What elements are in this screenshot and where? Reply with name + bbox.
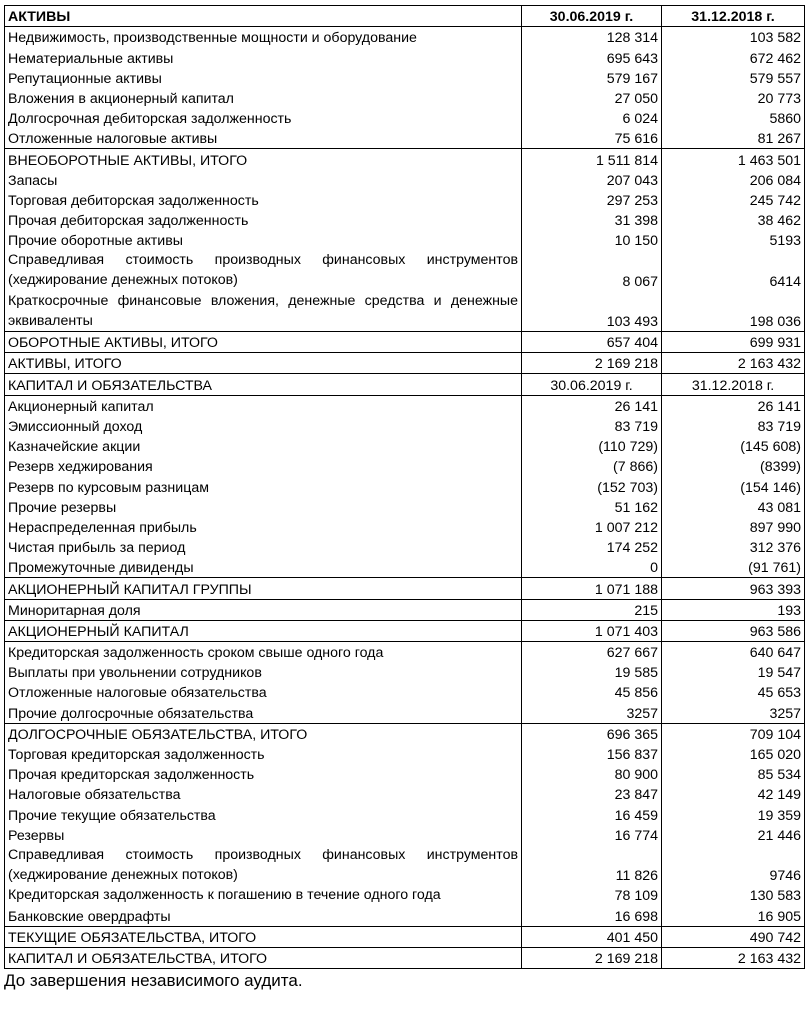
row-label: Прочие текущие обязательства (5, 804, 522, 824)
table-row (5, 682, 805, 702)
table-row (5, 170, 805, 190)
total-row (5, 332, 805, 353)
value-2019-06-30: (7 866) (522, 456, 662, 476)
table-row (5, 885, 805, 905)
value-2018-12-31: 206 084 (662, 170, 805, 190)
balance-sheet-table (4, 5, 805, 969)
value-2018-12-31: 699 931 (662, 332, 805, 353)
table-row (5, 662, 805, 682)
total-row (5, 926, 805, 947)
value-2019-06-30: 75 616 (522, 128, 662, 149)
table-row (5, 456, 805, 476)
table-row (5, 210, 805, 230)
row-label: Миноритарная доля (5, 599, 522, 620)
section-header-row (5, 6, 805, 27)
value-2018-12-31: 83 719 (662, 416, 805, 436)
table-row (5, 517, 805, 537)
row-label: Кредиторская задолженность сроком свыше одного года (5, 641, 522, 662)
row-label: КАПИТАЛ И ОБЯЗАТЕЛЬСТВА (5, 374, 522, 395)
value-2018-12-31: 6414 (662, 250, 805, 290)
value-2018-12-31: 19 547 (662, 662, 805, 682)
value-2019-06-30: 78 109 (522, 885, 662, 905)
table-row (5, 436, 805, 456)
row-label: Промежуточные дивиденды (5, 557, 522, 578)
row-label: Прочие резервы (5, 497, 522, 517)
value-2019-06-30: 128 314 (522, 27, 662, 48)
row-label: Торговая кредиторская задолженность (5, 744, 522, 764)
table-row (5, 784, 805, 804)
table-row (5, 905, 805, 926)
row-label: Долгосрочная дебиторская задолженность (5, 108, 522, 128)
value-2019-06-30: 51 162 (522, 497, 662, 517)
value-2019-06-30: 297 253 (522, 190, 662, 210)
table-row (5, 88, 805, 108)
row-label: Прочая кредиторская задолженность (5, 764, 522, 784)
value-2018-12-31: (91 761) (662, 557, 805, 578)
row-label: Прочие долгосрочные обязательства (5, 702, 522, 723)
value-2018-12-31: 21 446 (662, 825, 805, 845)
value-2019-06-30: 1 071 403 (522, 620, 662, 641)
value-2018-12-31: 198 036 (662, 291, 805, 332)
value-2019-06-30: 6 024 (522, 108, 662, 128)
table-row (5, 764, 805, 784)
section-header-row (5, 374, 805, 395)
value-2019-06-30: 16 774 (522, 825, 662, 845)
value-2018-12-31: 31.12.2018 г. (662, 374, 805, 395)
row-label: ТЕКУЩИЕ ОБЯЗАТЕЛЬСТВА, ИТОГО (5, 926, 522, 947)
row-label: Репутационные активы (5, 68, 522, 88)
value-2018-12-31: 709 104 (662, 723, 805, 744)
total-row (5, 149, 805, 170)
row-label: Недвижимость, производственные мощности и оборудование (5, 27, 522, 48)
row-label: АКЦИОНЕРНЫЙ КАПИТАЛ ГРУППЫ (5, 578, 522, 599)
table-row (5, 537, 805, 557)
value-2019-06-30: 103 493 (522, 291, 662, 332)
row-label: Справедливая стоимость производных финансовых инструментов (хеджирование денежных потоков) (5, 845, 522, 885)
table-row (5, 190, 805, 210)
total-row (5, 578, 805, 599)
value-2019-06-30: 627 667 (522, 641, 662, 662)
value-2019-06-30: 1 511 814 (522, 149, 662, 170)
value-2018-12-31: 81 267 (662, 128, 805, 149)
value-2019-06-30: 30.06.2019 г. (522, 374, 662, 395)
value-2018-12-31: 3257 (662, 702, 805, 723)
table-row (5, 395, 805, 416)
value-2018-12-31: 31.12.2018 г. (662, 6, 805, 27)
table-row (5, 641, 805, 662)
table-row (5, 599, 805, 620)
table-row (5, 108, 805, 128)
value-2018-12-31: 2 163 432 (662, 947, 805, 968)
row-label: Чистая прибыль за период (5, 537, 522, 557)
table-row (5, 27, 805, 48)
table-row (5, 744, 805, 764)
row-label: Торговая дебиторская задолженность (5, 190, 522, 210)
value-2019-06-30: 27 050 (522, 88, 662, 108)
value-2018-12-31: 9746 (662, 845, 805, 885)
value-2018-12-31: 672 462 (662, 47, 805, 67)
value-2018-12-31: 2 163 432 (662, 353, 805, 374)
row-label: ДОЛГОСРОЧНЫЕ ОБЯЗАТЕЛЬСТВА, ИТОГО (5, 723, 522, 744)
value-2019-06-30: 16 459 (522, 804, 662, 824)
row-label: АКТИВЫ, ИТОГО (5, 353, 522, 374)
total-row (5, 620, 805, 641)
row-label: Справедливая стоимость производных финансовых инструментов (хеджирование денежных потоков) (5, 250, 522, 290)
table-row (5, 291, 805, 332)
table-row (5, 497, 805, 517)
table-row (5, 250, 805, 290)
value-2018-12-31: 42 149 (662, 784, 805, 804)
table-row (5, 702, 805, 723)
value-2018-12-31: 26 141 (662, 395, 805, 416)
value-2019-06-30: 10 150 (522, 230, 662, 250)
total-row (5, 353, 805, 374)
value-2019-06-30: 215 (522, 599, 662, 620)
value-2018-12-31: 312 376 (662, 537, 805, 557)
value-2018-12-31: 19 359 (662, 804, 805, 824)
value-2019-06-30: 579 167 (522, 68, 662, 88)
row-label: ОБОРОТНЫЕ АКТИВЫ, ИТОГО (5, 332, 522, 353)
value-2018-12-31: 490 742 (662, 926, 805, 947)
value-2019-06-30: (110 729) (522, 436, 662, 456)
value-2019-06-30: 3257 (522, 702, 662, 723)
value-2018-12-31: 245 742 (662, 190, 805, 210)
row-label: Отложенные налоговые активы (5, 128, 522, 149)
value-2019-06-30: 2 169 218 (522, 353, 662, 374)
row-label: Вложения в акционерный капитал (5, 88, 522, 108)
value-2018-12-31: 85 534 (662, 764, 805, 784)
value-2018-12-31: 963 393 (662, 578, 805, 599)
row-label: КАПИТАЛ И ОБЯЗАТЕЛЬСТВА, ИТОГО (5, 947, 522, 968)
row-label: Кредиторская задолженность к погашению в течение одного года (5, 885, 522, 905)
value-2018-12-31: 897 990 (662, 517, 805, 537)
value-2018-12-31: 20 773 (662, 88, 805, 108)
value-2019-06-30: 695 643 (522, 47, 662, 67)
row-label: Банковские овердрафты (5, 905, 522, 926)
table-row (5, 557, 805, 578)
value-2019-06-30: 0 (522, 557, 662, 578)
row-label: Нераспределенная прибыль (5, 517, 522, 537)
value-2019-06-30: 80 900 (522, 764, 662, 784)
table-row (5, 230, 805, 250)
value-2019-06-30: 8 067 (522, 250, 662, 290)
footnote: До завершения независимого аудита. (4, 970, 303, 990)
table-row (5, 128, 805, 149)
row-label: Казначейские акции (5, 436, 522, 456)
row-label: Резервы (5, 825, 522, 845)
balance-sheet-document (4, 5, 804, 991)
value-2019-06-30: 207 043 (522, 170, 662, 190)
table-row (5, 825, 805, 845)
row-label: Краткосрочные финансовые вложения, денежные средства и денежные эквиваленты (5, 291, 522, 332)
value-2019-06-30: 1 007 212 (522, 517, 662, 537)
table-row (5, 476, 805, 496)
value-2019-06-30: 31 398 (522, 210, 662, 230)
table-row (5, 47, 805, 67)
value-2018-12-31: 1 463 501 (662, 149, 805, 170)
value-2019-06-30: 401 450 (522, 926, 662, 947)
value-2018-12-31: 579 557 (662, 68, 805, 88)
value-2019-06-30: 45 856 (522, 682, 662, 702)
row-label: Прочая дебиторская задолженность (5, 210, 522, 230)
total-row (5, 723, 805, 744)
value-2018-12-31: 193 (662, 599, 805, 620)
value-2019-06-30: 174 252 (522, 537, 662, 557)
value-2019-06-30: 19 585 (522, 662, 662, 682)
table-row (5, 845, 805, 885)
row-label: Эмиссионный доход (5, 416, 522, 436)
value-2019-06-30: (152 703) (522, 476, 662, 496)
value-2019-06-30: 696 365 (522, 723, 662, 744)
row-label: Отложенные налоговые обязательства (5, 682, 522, 702)
table-row (5, 804, 805, 824)
value-2019-06-30: 26 141 (522, 395, 662, 416)
row-label: АКЦИОНЕРНЫЙ КАПИТАЛ (5, 620, 522, 641)
row-label: Резерв по курсовым разницам (5, 476, 522, 496)
value-2018-12-31: (8399) (662, 456, 805, 476)
value-2018-12-31: 165 020 (662, 744, 805, 764)
value-2018-12-31: 16 905 (662, 905, 805, 926)
row-label: АКТИВЫ (5, 6, 522, 27)
row-label: Акционерный капитал (5, 395, 522, 416)
value-2019-06-30: 83 719 (522, 416, 662, 436)
row-label: Резерв хеджирования (5, 456, 522, 476)
value-2018-12-31: 103 582 (662, 27, 805, 48)
value-2018-12-31: 38 462 (662, 210, 805, 230)
value-2018-12-31: (154 146) (662, 476, 805, 496)
value-2019-06-30: 1 071 188 (522, 578, 662, 599)
value-2019-06-30: 23 847 (522, 784, 662, 804)
row-label: ВНЕОБОРОТНЫЕ АКТИВЫ, ИТОГО (5, 149, 522, 170)
value-2018-12-31: 640 647 (662, 641, 805, 662)
row-label: Запасы (5, 170, 522, 190)
value-2018-12-31: 5193 (662, 230, 805, 250)
table-row (5, 68, 805, 88)
row-label: Выплаты при увольнении сотрудников (5, 662, 522, 682)
value-2018-12-31: 43 081 (662, 497, 805, 517)
value-2018-12-31: 5860 (662, 108, 805, 128)
value-2019-06-30: 156 837 (522, 744, 662, 764)
row-label: Нематериальные активы (5, 47, 522, 67)
value-2019-06-30: 2 169 218 (522, 947, 662, 968)
balance-sheet-body (5, 6, 805, 969)
row-label: Прочие оборотные активы (5, 230, 522, 250)
value-2018-12-31: 963 586 (662, 620, 805, 641)
value-2019-06-30: 16 698 (522, 905, 662, 926)
value-2019-06-30: 657 404 (522, 332, 662, 353)
table-row (5, 416, 805, 436)
total-row (5, 947, 805, 968)
row-label: Налоговые обязательства (5, 784, 522, 804)
value-2018-12-31: (145 608) (662, 436, 805, 456)
value-2018-12-31: 130 583 (662, 885, 805, 905)
value-2018-12-31: 45 653 (662, 682, 805, 702)
value-2019-06-30: 11 826 (522, 845, 662, 885)
value-2019-06-30: 30.06.2019 г. (522, 6, 662, 27)
